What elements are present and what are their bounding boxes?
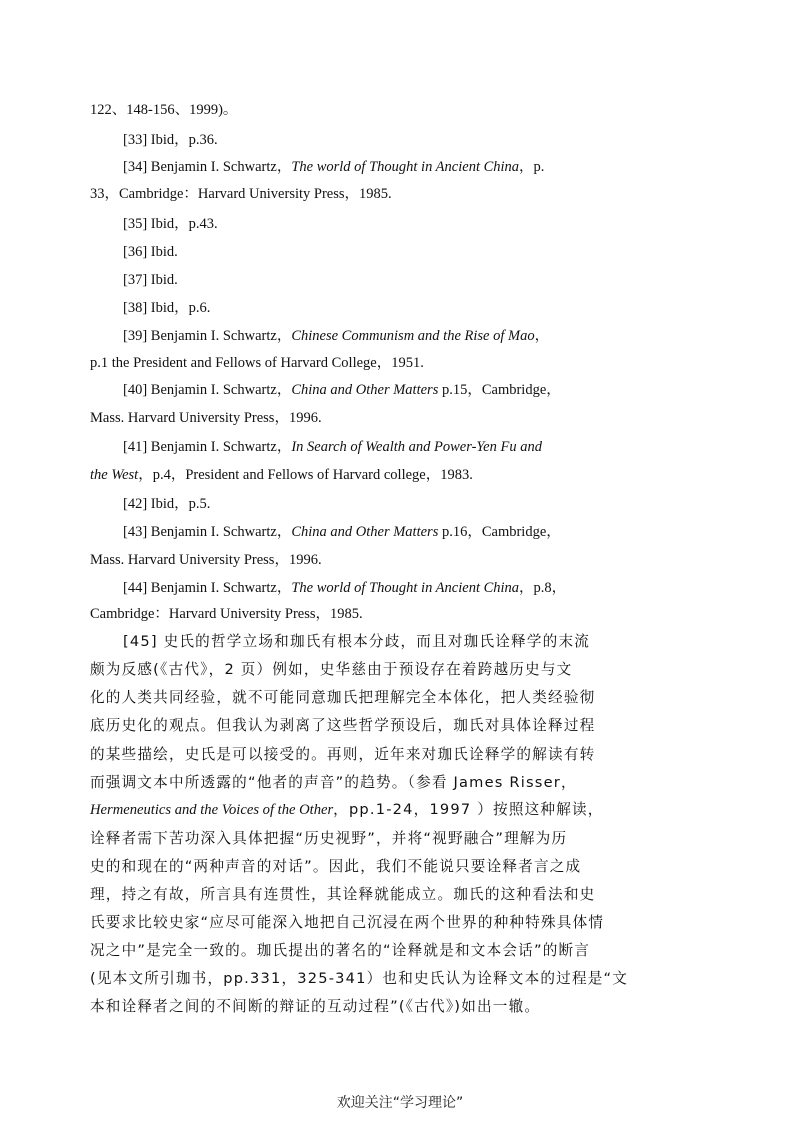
note-line <box>123 270 620 290</box>
note-text: 的某些描绘，史氏是可以接受的。再则，近年来对珈氏诠释学的解读有转 <box>90 746 596 763</box>
book-title: The world of Thought in Ancient China <box>291 159 520 175</box>
note-text: [39] Benjamin I. Schwartz， <box>123 328 292 344</box>
note-line <box>123 437 620 457</box>
note-line <box>90 408 620 428</box>
note-line <box>123 157 620 177</box>
note-text: [34] Benjamin I. Schwartz， <box>123 159 292 175</box>
cn-line <box>90 829 620 849</box>
note-line <box>123 298 620 318</box>
note-line <box>90 465 620 485</box>
cn-line <box>90 913 620 933</box>
note-line <box>123 380 620 400</box>
note-line <box>123 326 620 346</box>
note-text: [42] Ibid，p.5. <box>123 496 211 512</box>
cn-line <box>90 745 620 765</box>
note-text: 诠释者需下苦功深入具体把握“历史视野”，并将“视野融合”理解为历 <box>90 830 568 847</box>
note-text: 底历史化的观点。但我认为剥离了这些哲学预设后，珈氏对具体诠释过程 <box>90 717 596 734</box>
cn-line <box>90 857 620 877</box>
book-title: China and Other Matters <box>291 524 439 540</box>
note-text: [38] Ibid，p.6. <box>123 300 211 316</box>
note-text: [44] Benjamin I. Schwartz， <box>123 580 292 596</box>
note-text: 颇为反感(《古代》，2 页）例如，史华慈由于预设存在着跨越历史与文 <box>90 661 573 678</box>
book-title: the West <box>90 467 139 483</box>
note-line <box>90 604 620 624</box>
note-line <box>90 353 620 373</box>
note-line <box>123 522 620 542</box>
cn-line <box>90 773 620 793</box>
note-text: [45] 史氏的哲学立场和珈氏有根本分歧，而且对珈氏诠释学的末流 <box>123 633 591 650</box>
note-text: p.15，Cambridge， <box>438 382 561 398</box>
note-text: 史的和现在的“两种声音的对话”。因此，我们不能说只要诠释者言之成 <box>90 858 582 875</box>
cn-line <box>90 997 620 1017</box>
book-title: In Search of Wealth and Power-Yen Fu and <box>291 439 542 455</box>
note-line <box>90 550 620 570</box>
note-text: 化的人类共同经验，就不可能同意珈氏把理解完全本体化，把人类经验彻 <box>90 689 596 706</box>
note-text: Mass. Harvard University Press，1996. <box>90 552 322 568</box>
cn-line <box>123 632 620 652</box>
cn-line <box>90 660 620 680</box>
note-text: [33] Ibid，p.36. <box>123 132 218 148</box>
book-title: The world of Thought in Ancient China <box>291 580 520 596</box>
note-text: ，pp.1-24，1997 ）按照这种解读， <box>333 801 604 818</box>
cn-line <box>90 969 629 989</box>
cn-line <box>90 941 620 961</box>
cn-line <box>90 800 620 820</box>
note-line <box>123 130 620 150</box>
note-line <box>90 100 620 120</box>
note-text: [41] Benjamin I. Schwartz， <box>123 439 292 455</box>
note-line <box>123 494 620 514</box>
book-title: China and Other Matters <box>291 382 439 398</box>
note-text: 本和诠释者之间的不间断的辩证的互动过程”(《古代》)如出一辙。 <box>90 998 541 1015</box>
note-text: ， <box>534 328 550 344</box>
note-text: Cambridge：Harvard University Press，1985. <box>90 606 363 622</box>
note-text: 氏要求比较史家“应尽可能深入地把自己沉浸在两个世界的种种特殊具体情 <box>90 914 605 931</box>
note-text: ，p. <box>519 159 545 175</box>
note-line <box>123 578 620 598</box>
cn-line <box>90 688 620 708</box>
note-text: 而强调文本中所透露的“他者的声音”的趋势。（参看 James Risser， <box>90 774 577 791</box>
note-text: 122、148-156、1999)。 <box>90 102 238 118</box>
note-text: p.1 the President and Fellows of Harvard College，1951. <box>90 355 424 371</box>
book-title: Chinese Communism and the Rise of Mao <box>291 328 535 344</box>
note-text: (见本文所引珈书，pp.331，325-341）也和史氏认为诠释文本的过程是“文 <box>90 970 629 987</box>
note-text: [35] Ibid，p.43. <box>123 216 218 232</box>
note-text: 况之中”是完全一致的。珈氏提出的著名的“诠释就是和文本会话”的断言 <box>90 942 591 959</box>
page-footer: 欢迎关注“学习理论” <box>336 1095 464 1111</box>
cn-line <box>90 885 620 905</box>
note-text: Mass. Harvard University Press，1996. <box>90 410 322 426</box>
note-text: [37] Ibid. <box>123 272 178 288</box>
note-text: 理，持之有故，所言具有连贯性，其诠释就能成立。珈氏的这种看法和史 <box>90 886 596 903</box>
note-line <box>123 214 620 234</box>
cn-line <box>90 716 620 736</box>
note-line <box>123 242 620 262</box>
note-text: 33，Cambridge：Harvard University Press，1985. <box>90 186 392 202</box>
note-text: p.16，Cambridge， <box>438 524 561 540</box>
book-title: Hermeneutics and the Voices of the Other <box>90 802 334 818</box>
note-text: [36] Ibid. <box>123 244 178 260</box>
note-line <box>90 184 620 204</box>
note-text: [40] Benjamin I. Schwartz， <box>123 382 292 398</box>
note-text: ，p.8， <box>519 580 567 596</box>
note-text: ，p.4，President and Fellows of Harvard college，1983. <box>138 467 473 483</box>
note-text: [43] Benjamin I. Schwartz， <box>123 524 292 540</box>
